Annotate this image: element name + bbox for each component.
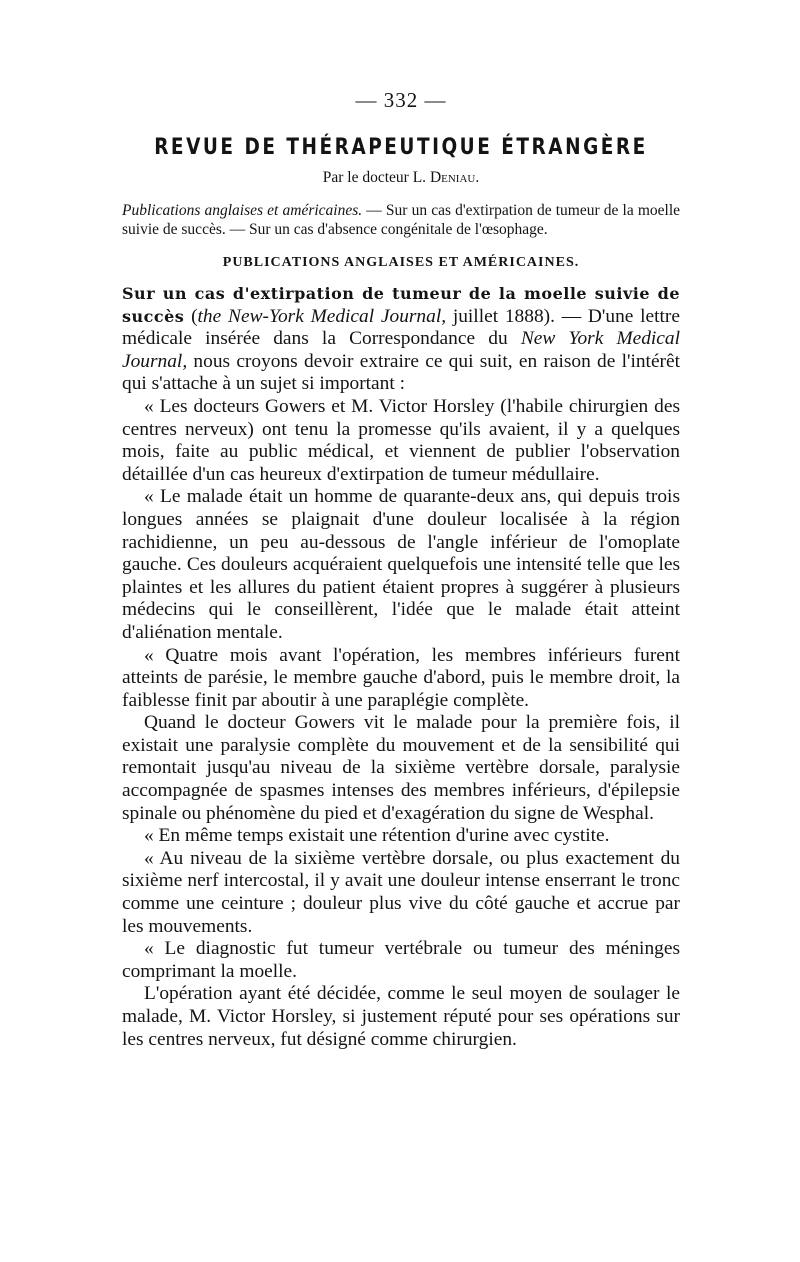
section-heading: PUBLICATIONS ANGLAISES ET AMÉRICAINES. — [222, 255, 580, 270]
book-page — [122, 88, 680, 1051]
summary-text: — Sur un cas d'extirpation de tumeur de la moelle suivie de succès. — Sur un cas d'absence congénitale de l'œsophage. — [122, 202, 681, 238]
paragraph: « En même temps existait une rétention d'urine avec cystite. — [144, 825, 610, 847]
paragraph: Quand le docteur Gowers vit le malade pour la première fois, il existait une paralysie complète du mouvement et de la sensibilité qui remontait jusqu'au niveau de la sixième vertèbre dorsale, paralysie accompagnée de spasmes intenses des membres inférieurs, d'épilepsie spinale ou phénomène du pied et d'exagération du signe de Wesphal. — [122, 712, 680, 824]
article-title: Sur un cas d'extirpation de tumeur de la moelle suivie de succès — [122, 284, 680, 326]
byline-prefix: Par le docteur L. — [322, 169, 430, 186]
article-source-prefix: the — [197, 305, 222, 327]
paragraph: « Au niveau de la sixième vertèbre dorsale, ou plus exactement du sixième nerf intercostal, il y avait une douleur intense enserrant le tronc comme une ceinture ; douleur plus vive du côté gauche et accrue par les mouvements. — [122, 847, 680, 937]
article-body — [122, 283, 680, 1051]
paragraph: « Quatre mois avant l'opération, les membres inférieurs furent atteints de parésie, le membre gauche d'abord, puis le membre droit, la faiblesse finit par aboutir à une paraplégie complète. — [122, 644, 680, 711]
article-journal-name: New York Medical Journal, — [122, 328, 680, 372]
byline-author: Deniau. — [429, 169, 480, 186]
paragraph: « Le malade était un homme de quarante-deux ans, qui depuis trois longues années se plaignait d'une douleur localisée à la région rachidienne, un peu au-dessous de l'angle inférieur de l'omoplate gauche. Ces douleurs acquéraient quelquefois une intensité telle que les plaintes et les allures du patient étaient propres à suggérer à plusieurs médecins qui le conseillèrent, l'idée que le malade était atteint d'aliénation mentale. — [122, 486, 680, 643]
byline — [122, 169, 680, 187]
page-number: — 332 — — [355, 88, 447, 112]
article-intro — [122, 283, 680, 396]
paragraph: « Le diagnostic fut tumeur vertébrale ou tumeur des méninges comprimant la moelle. — [122, 938, 680, 982]
article-after-source: juillet 1888). — D'une lettre médicale insérée dans la Correspondance du — [122, 305, 680, 350]
paragraph: L'opération ayant été décidée, comme le seul moyen de soulager le malade, M. Victor Horsley, si justement réputé pour ses opérations sur les centres nerveux, fut désigné comme chirurgien. — [122, 983, 680, 1050]
page-title: REVUE DE THÉRAPEUTIQUE ÉTRANGÈRE — [154, 135, 648, 161]
article-after-journal: nous croyons devoir extraire ce qui suit, en raison de l'intérêt qui s'attache à un sujet si important : — [122, 350, 680, 395]
article-source-journal: New-York Medical Journal, — [221, 305, 447, 327]
paragraph: « Les docteurs Gowers et M. Victor Horsley (l'habile chirurgien des centres nerveux) ont tenu la promesse qu'ils avaient, il y a quelques mois, faite au public médical, et viennent de publier l'observation détaillée d'un cas heureux d'extirpation de tumeur médullaire. — [122, 395, 680, 485]
article-after-title: ( — [184, 305, 198, 327]
summary — [122, 201, 680, 239]
summary-heading: Publications anglaises et américaines. — [122, 202, 363, 219]
